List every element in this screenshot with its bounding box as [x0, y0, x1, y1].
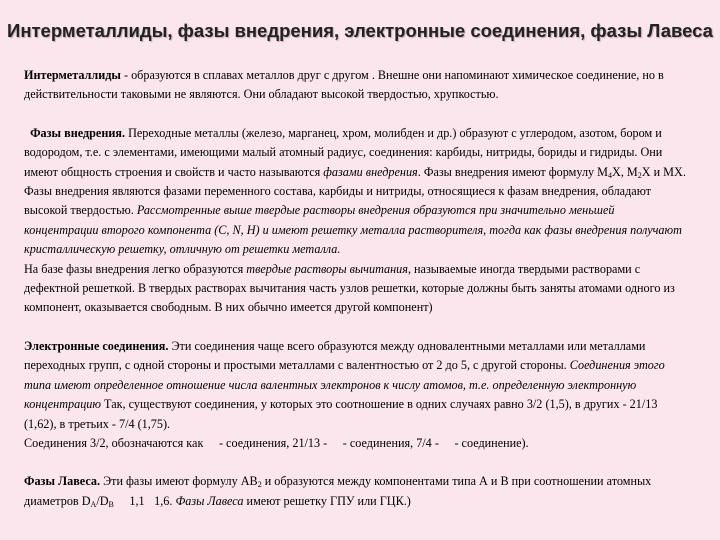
interstitial-text: Переходные металлы (железо, марганец, хром, молибден и др.) образуют с углеродом, азотом, бором и водородом, т.е. с элементами, имеющими малый атомный радиус, соединения: карбиды, нитриды, бориды и гидриды. Они имеют общность строения и свойств и часто называются [24, 125, 663, 179]
subtraction-italic: твердые растворы вычитания [246, 261, 408, 276]
laves-sub-1: 2 [257, 480, 262, 490]
electron-text: Эти соединения чаще всего образуются между одновалентными металлами или металлами переходных групп, с одной стороны и простыми металлами с валентностью от 2 до 5, с другой стороны. [24, 338, 646, 373]
interstitial-italic: фазами внедрения [323, 164, 418, 179]
paragraph-intermetallics [24, 66, 692, 105]
paragraph-laves-phases [24, 472, 692, 511]
paragraph-subtraction-solutions [24, 260, 692, 318]
formula-sub-2: 2 [637, 170, 642, 180]
term-laves-phases: Фазы Лавеса. [24, 474, 101, 489]
laves-text-4: 1,1 1,6. [113, 493, 157, 508]
slide-body [24, 66, 692, 511]
laves-sub-3: B [108, 499, 114, 509]
laves-text: Эти фазы имеют формулу АВ [100, 474, 258, 489]
term-electron-compounds: Электронные соединения. [24, 338, 169, 353]
paragraph-electron-compounds [24, 337, 692, 434]
subtraction-text: На базе фазы внедрения легко образуются [24, 261, 247, 276]
electron-italic: Соединения этого типа имеют определенное отношение числа валентных электронов к числу атомов, т.е. определенную электронную концентрацию [24, 358, 665, 412]
laves-text-2: и образуются между компонентами типа А и В при соотношении атомных диаметров D [24, 474, 652, 508]
term-interstitial-phases: Фазы внедрения. [30, 125, 126, 140]
paragraph-compound-notation [24, 434, 692, 453]
laves-text-3: /D [96, 493, 109, 508]
term-intermetallics: Интерметаллиды [24, 68, 121, 82]
variable-composition-text: Фазы внедрения являются фазами переменного состава, карбиды и нитриды, относящиеся к фазам внедрения, обладают высокой твердостью. [24, 184, 651, 218]
paragraph-interstitial-phases [24, 124, 692, 182]
intermetallics-text: - образуются в сплавах металлов друг с другом . Внешне они напоминают химическое соединение, но в действительности таковыми не являются. Они обладают высокой твердостью, хрупкостью. [24, 68, 664, 102]
notation-text: Соединения 3/2, обозначаются как - соединения, 21/13 - - соединения, 7/4 - - соединение). [24, 435, 492, 450]
formula-sub-1: 4 [608, 170, 613, 180]
electron-text-2: Так, существуют соединения, у которых это соотношение в одних случаях равно 3/2 (1,5), в других - 21/13 (1,62), в третьих - 7/4 (1,75). [24, 397, 658, 431]
slide-title: Интерметаллиды, фазы внедрения, электронные соединения, фазы Лавеса [7, 20, 713, 41]
subtraction-text-2: , называемые иногда твердыми растворами с дефектной решеткой. В твердых растворах вычитания часть узлов решетки, которые должны быть заняты атомами одного из компонент, оказывается свободным. В них обычно имеется другой компонент) [24, 261, 675, 315]
interstitial-text-3: Х, М [612, 164, 638, 179]
laves-sub-2: A [90, 499, 97, 509]
laves-text-5: имеют решетку ГПУ или ГЦК.) [224, 493, 392, 508]
laves-italic: Фазы Лавеса [156, 493, 225, 508]
interstitial-text-2: . Фазы внедрения имеют формулу М [417, 164, 609, 179]
variable-composition-italic: Рассмотренные выше твердые растворы внедрения образуются при значительно меньшей концентрации второго компонента (С, N, H) и имеют решетку металла растворителя, тогда как фазы внедрения получают кристаллическую решетку, отличную от решетки металла. [24, 203, 682, 257]
interstitial-text-4: Х и МХ. [641, 164, 686, 179]
paragraph-variable-composition [24, 182, 692, 260]
